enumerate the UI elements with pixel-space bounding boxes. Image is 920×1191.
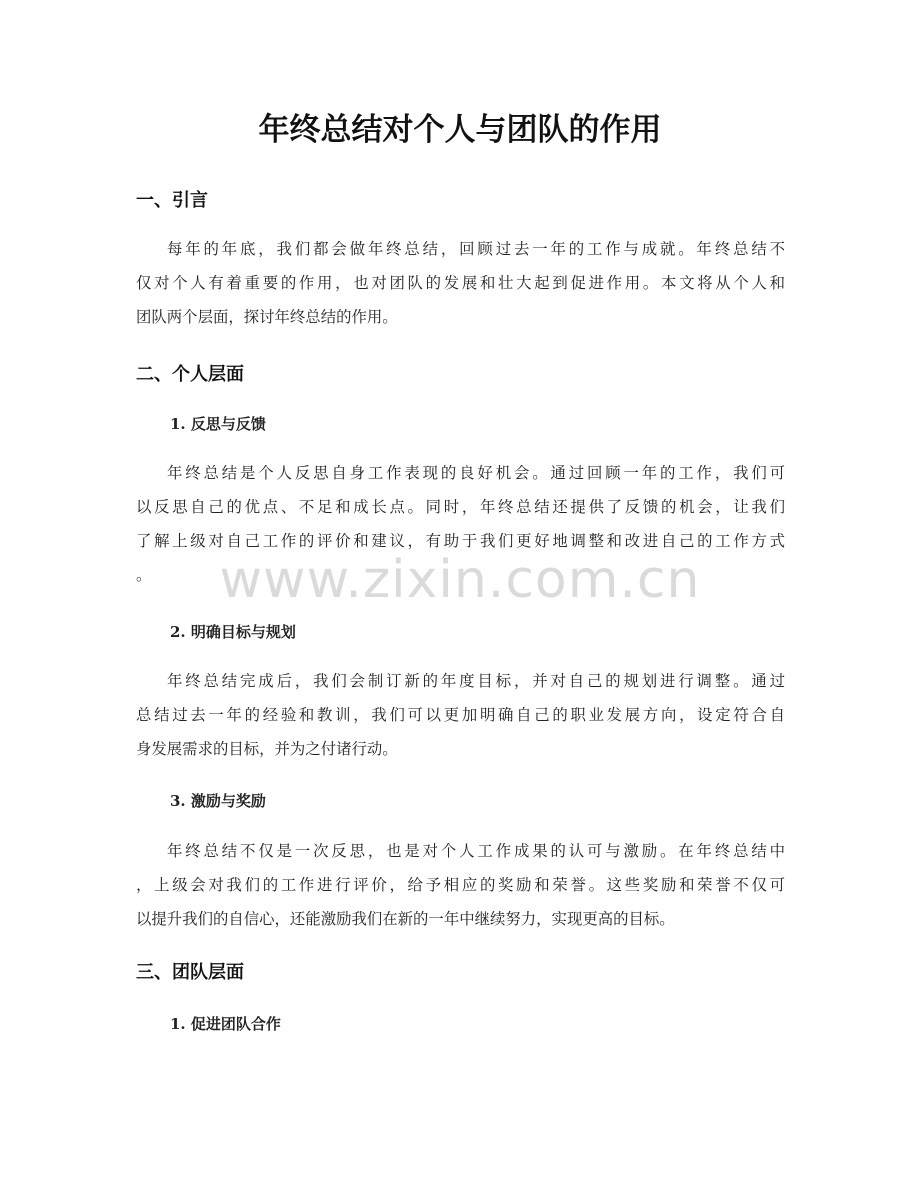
section-heading-personal: 二、个人层面 (136, 364, 244, 385)
section-heading-intro: 一、引言 (136, 190, 208, 211)
text-line: 团队两个层面，探讨年终总结的作用。 (136, 308, 398, 326)
text-line: 每年的年底，我们都会做年终总结，回顾过去一年的工作与成就。年终总结不 (167, 240, 785, 258)
text-line: 。 (136, 566, 152, 584)
section-heading-team: 三、团队层面 (136, 962, 244, 983)
goals-paragraph (136, 664, 785, 766)
text-line: 以反思自己的优点、不足和成长点。同时，年终总结还提供了反馈的机会，让我们 (136, 498, 785, 516)
motivation-paragraph (136, 834, 785, 936)
text-line: 总结过去一年的经验和教训，我们可以更加明确自己的职业发展方向，设定符合自 (136, 706, 785, 724)
subsection-title-teamwork: 1. 促进团队合作 (170, 1015, 281, 1033)
subsection-title-reflection: 1. 反思与反馈 (170, 415, 266, 433)
text-line: 年终总结不仅是一次反思，也是对个人工作成果的认可与激励。在年终总结中 (167, 842, 785, 860)
subsection-title-motivation: 3. 激励与奖励 (170, 792, 266, 810)
watermark: www.zixin.com.cn (219, 550, 701, 610)
intro-paragraph (136, 232, 785, 334)
text-line: 仅对个人有着重要的作用，也对团队的发展和壮大起到促进作用。本文将从个人和 (136, 274, 785, 292)
text-line: 以提升我们的自信心，还能激励我们在新的一年中继续努力，实现更高的目标。 (136, 910, 675, 928)
text-line: 了解上级对自己工作的评价和建议，有助于我们更好地调整和改进自己的工作方式 (136, 532, 785, 550)
text-line: ，上级会对我们的工作进行评价，给予相应的奖励和荣誉。这些奖励和荣誉不仅可 (136, 876, 785, 894)
subsection-title-goals: 2. 明确目标与规划 (170, 623, 296, 641)
text-line: 年终总结是个人反思自身工作表现的良好机会。通过回顾一年的工作，我们可 (167, 464, 785, 482)
text-line: 年终总结完成后，我们会制订新的年度目标，并对自己的规划进行调整。通过 (167, 672, 785, 690)
text-line: 身发展需求的目标，并为之付诸行动。 (136, 740, 398, 758)
document-title: 年终总结对个人与团队的作用 (258, 112, 662, 148)
